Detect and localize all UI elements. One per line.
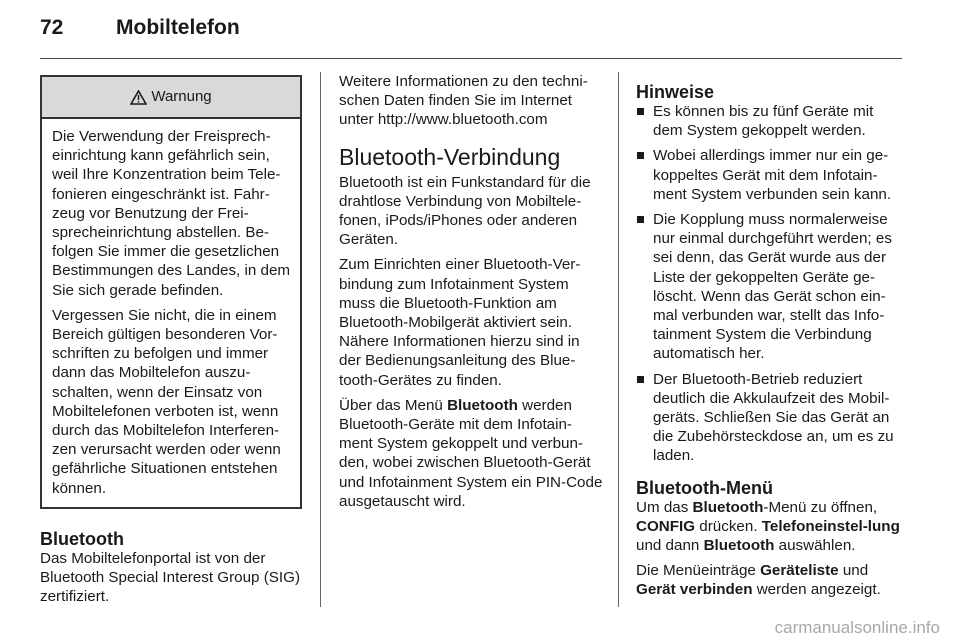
warning-header <box>42 77 300 119</box>
intro-text: Weitere Informationen zu den techni-schen Daten finden Sie im Internet unter http://www.bluetooth.com <box>339 73 588 129</box>
list-item: Der Bluetooth-Betrieb reduziert deutlich die Akkulaufzeit des Mobil-geräts. Schließen Sie das Gerät an die Zubehörsteckdose an, um es zu laden. <box>636 370 906 466</box>
menu-paragraph-1: Um das Bluetooth-Menü zu öffnen, CONFIG drücken. Telefoneinstel-lung und dann Bluetooth auswählen. <box>636 498 900 555</box>
connection-paragraph-2: Zum Einrichten einer Bluetooth-Ver-bindung zum Infotainment System muss die Bluetooth-Funktion am Bluetooth-Mobilgerät aktiviert sein. Nähere Informationen hierzu sind in der Bedienungsanleitung des Blue-tooth-Gerätes zu finden. <box>339 256 581 389</box>
bluetooth-heading: Bluetooth <box>40 528 124 549</box>
page-number: 72 <box>40 16 64 39</box>
bluetooth-text: Das Mobiltelefonportal ist von der Bluetooth Special Interest Group (SIG) zertifiziert. <box>40 549 301 606</box>
watermark: carmanualsonline.info <box>774 618 940 637</box>
warning-box <box>40 75 302 509</box>
notes-list <box>636 102 906 466</box>
connection-paragraph-3: Über das Menü Bluetooth werden Bluetooth-Geräte mit dem Infotain-ment System gekoppelt und verbun-den, wobei zwischen Bluetooth-Gerät und Infotainment System ein PIN-Code ausgetauscht wird. <box>339 396 603 510</box>
menu-name-bluetooth: Bluetooth <box>447 396 518 414</box>
warning-title: Warnung <box>151 88 212 106</box>
warning-paragraph: Die Verwendung der Freisprech-einrichtung kann gefährlich sein, weil Ihre Konzentration beim Tele-fonieren eingeschränkt ist. Fahr-zeug vor Benutzung der Frei-sprecheinrichtung abstellen. Be-folgen Sie immer die gesetzlichen Bestimmungen des Landes, in dem Sie sich gerade befinden. <box>52 128 291 299</box>
warning-body <box>42 119 300 507</box>
list-item: Es können bis zu fünf Geräte mit dem System gekoppelt werden. <box>636 102 906 140</box>
list-item: Wobei allerdings immer nur ein ge-koppeltes Gerät mit dem Infotain-ment System verbunden sein kann. <box>636 146 906 204</box>
connection-heading: Bluetooth-Verbindung <box>339 143 561 170</box>
column-divider-2 <box>618 72 619 607</box>
notes-heading: Hinweise <box>636 82 715 102</box>
menu-paragraph-2: Die Menüeinträge Geräteliste und Gerät verbinden werden angezeigt. <box>636 562 881 599</box>
column-divider-1 <box>320 72 321 607</box>
column-2 <box>339 72 605 517</box>
connection-paragraph-1: Bluetooth ist ein Funkstandard für die drahtlose Verbindung von Mobiltele-fonen, iPods/iPhones oder anderen Geräten. <box>339 173 591 249</box>
page-header <box>40 16 240 40</box>
menu-heading: Bluetooth-Menü <box>636 477 773 498</box>
column-3 <box>636 72 906 606</box>
header-divider <box>40 58 902 59</box>
column-1 <box>40 72 302 612</box>
page-title: Mobiltelefon <box>116 16 240 39</box>
warning-icon <box>130 90 147 105</box>
warning-paragraph: Vergessen Sie nicht, die in einem Bereich gültigen besonderen Vor-schriften zu befolgen und immer dann das Mobiltelefon auszu-schalten, wenn der Einsatz von Mobiltelefonen verboten ist, wenn durch das Mobiltelefon Interferen-zen verursacht werden oder wenn gefährliche Situationen entstehen können. <box>52 306 281 497</box>
list-item: Die Kopplung muss normalerweise nur einmal durchgeführt werden; es sei denn, das Gerät wurde aus der Liste der gekoppelten Geräte ge-löscht. Wenn das Gerät schon ein-mal verbunden war, stellt das Info-tainment System die Verbindung automatisch her. <box>636 210 906 364</box>
